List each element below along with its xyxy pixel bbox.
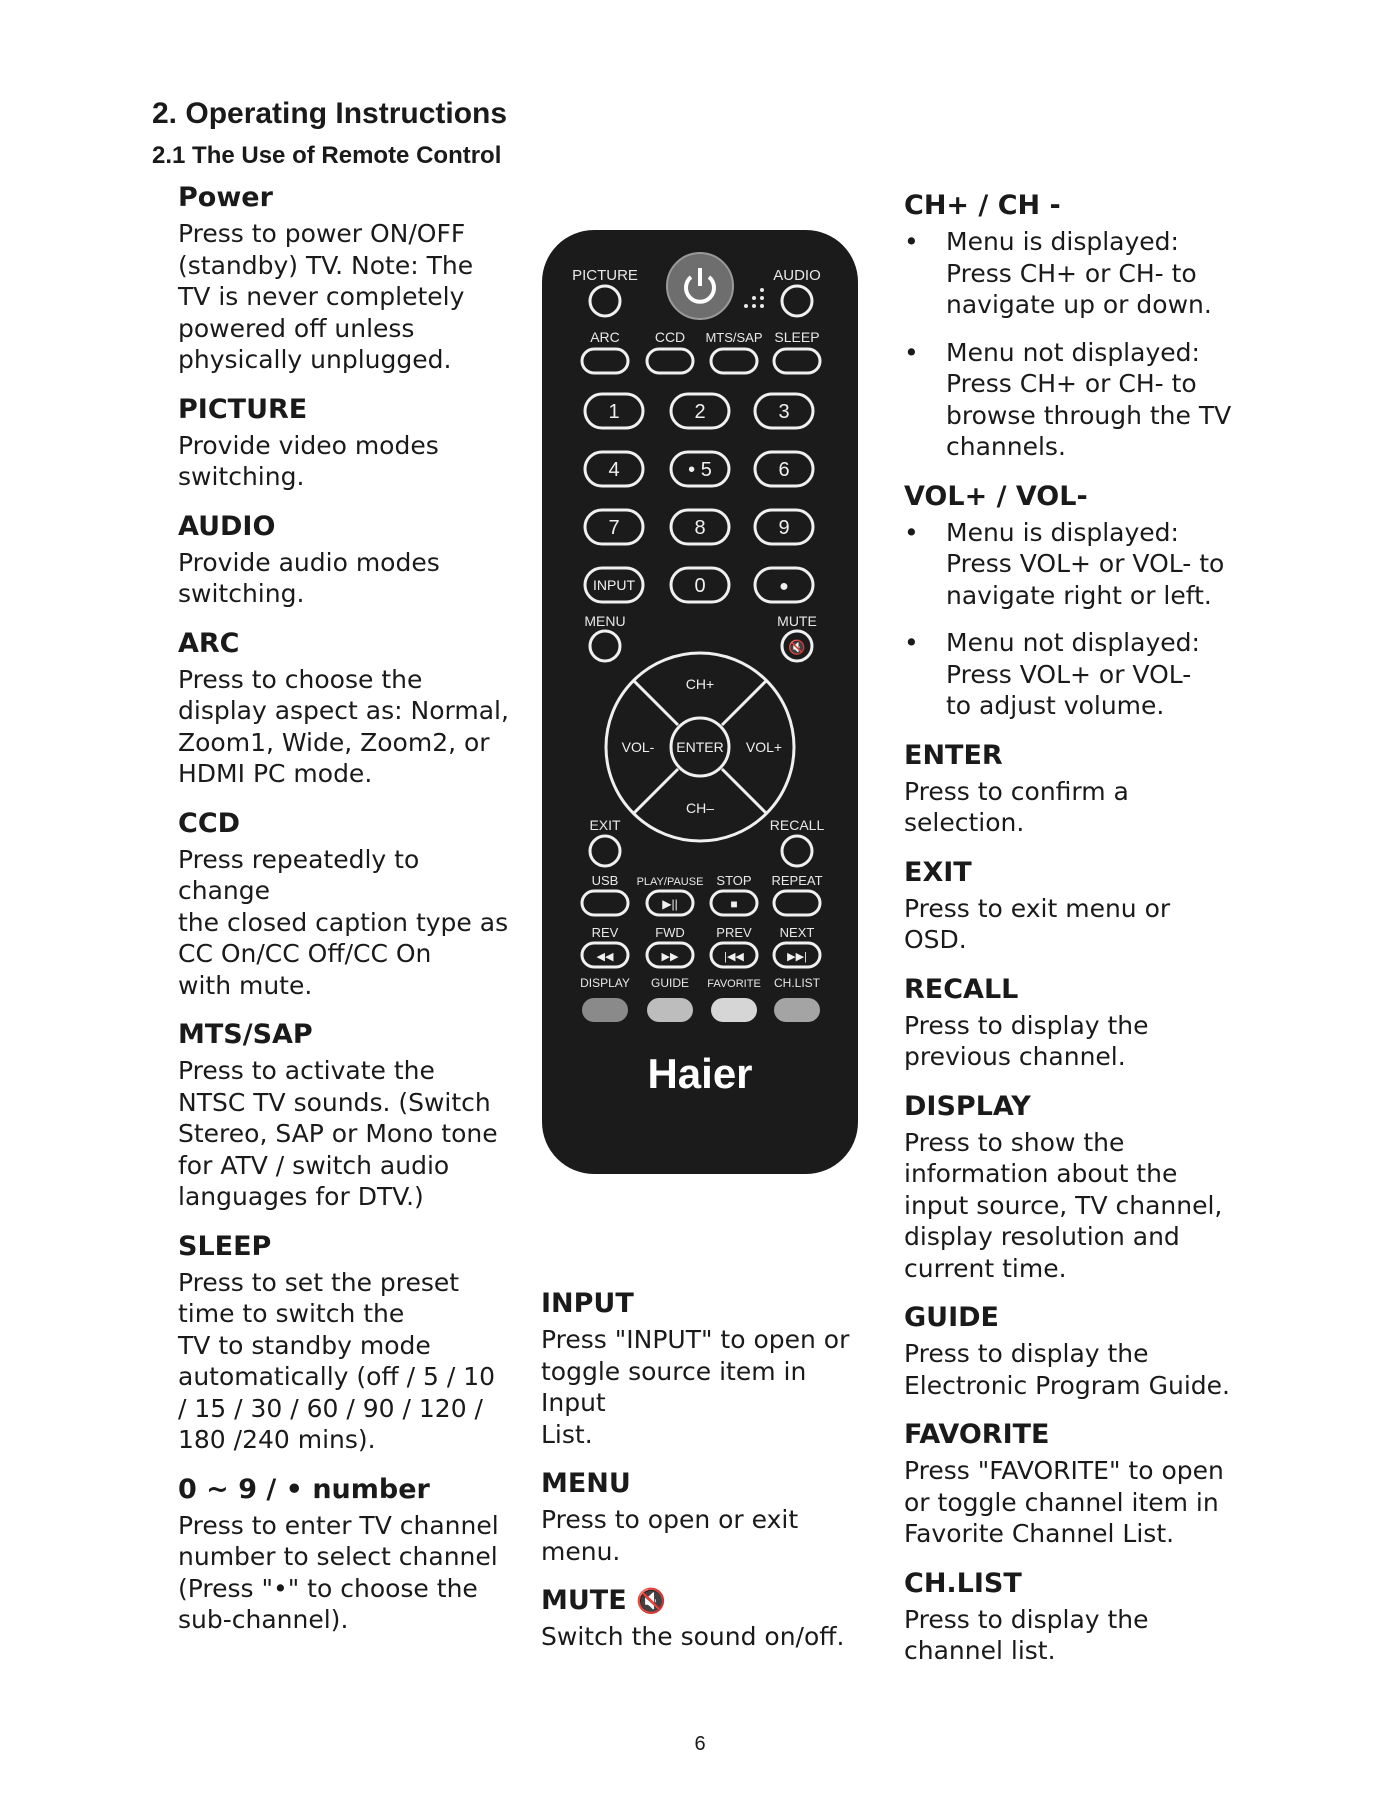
section-favorite [904, 1419, 1244, 1550]
favorite-button[interactable] [711, 998, 757, 1022]
play-pause-label: PLAY/PAUSE [636, 876, 704, 888]
section-body: Switch the sound on/off. [541, 1622, 845, 1651]
ccd-label: CCD [654, 329, 686, 345]
section-body: Press to open or exit menu. [541, 1505, 799, 1566]
digit-label: INPUT [593, 577, 635, 593]
section-mts-sap [178, 1019, 518, 1213]
section-body: Press to show the information about the input source, TV channel, display resolution and current time. [904, 1127, 1223, 1283]
section-recall [904, 974, 1244, 1073]
display-label: DISPLAY [580, 976, 630, 990]
section-chlist [904, 1568, 1244, 1667]
stop-icon: ■ [730, 897, 738, 911]
next-icon: ▶▶| [787, 951, 807, 963]
play-pause-icon: ▶|| [662, 897, 678, 911]
chlist-label: CH.LIST [773, 976, 821, 990]
digit-label: 9 [778, 517, 790, 539]
section-body: Press to display the channel list. [904, 1604, 1149, 1665]
recall-label: RECALL [769, 817, 825, 833]
digit-label: 2 [694, 401, 706, 423]
section-title: MTS/SAP [178, 1019, 313, 1050]
bullet-list [904, 226, 1244, 463]
section-sleep [178, 1231, 518, 1456]
audio-label: AUDIO [773, 267, 821, 284]
vol-down-label: VOL- [621, 739, 655, 755]
section-body: Press to confirm a selection. [904, 776, 1129, 837]
digit-label: 7 [608, 517, 620, 539]
bullet-item: • Menu is displayed: Press CH+ or CH- to navigate up or down. [904, 226, 1244, 321]
section-title: Power [178, 182, 273, 213]
exit-label: EXIT [589, 817, 621, 833]
vol-up-label: VOL+ [745, 739, 783, 755]
section-audio [178, 511, 518, 610]
section-body: Press to activate the NTSC TV sounds. (Switch Stereo, SAP or Mono tone for ATV / switch audio languages for DTV.) [178, 1056, 498, 1211]
mute-icon: 🔇 [788, 639, 806, 655]
rev-label: REV [591, 925, 619, 940]
section-title: 0 ~ 9 / • number [178, 1473, 430, 1505]
section-guide [904, 1302, 1244, 1401]
digit-label: ● [779, 578, 789, 595]
section-title: CH+ / CH - [904, 190, 1061, 221]
section-title: PICTURE [178, 393, 308, 425]
section-body: Provide audio modes switching. [178, 547, 440, 608]
chlist-button[interactable] [774, 998, 820, 1022]
section-input [541, 1288, 871, 1450]
section-display [904, 1091, 1244, 1285]
bullet-item: • Menu not displayed: Press VOL+ or VOL- to adjust volume. [904, 627, 1244, 722]
section-body: Press repeatedly to change the closed caption type as CC On/CC Off/CC On with mute. [178, 844, 509, 1000]
section-power [178, 182, 518, 376]
digit-label: • 5 [688, 459, 712, 481]
next-label: NEXT [779, 925, 815, 940]
section-menu [541, 1468, 871, 1567]
sleep-label: SLEEP [774, 329, 820, 345]
section-body: Press "INPUT" to open or toggle source item in Input List. [541, 1325, 850, 1449]
section-title: CCD [178, 807, 241, 839]
mts-sap-label: MTS/SAP [705, 330, 763, 345]
favorite-label: FAVORITE [707, 978, 761, 990]
rewind-icon: ◀◀ [596, 951, 614, 963]
section-body: Press to enter TV channel number to select channel (Press "•" to choose the sub-channel). [178, 1510, 499, 1634]
section-title: VOL+ / VOL- [904, 480, 1088, 512]
section-mute [541, 1585, 871, 1653]
previous-icon: |◀◀ [724, 951, 744, 963]
bullet-item: • Menu not displayed: Press CH+ or CH- to browse through the TV channels. [904, 337, 1244, 463]
bullet-item: • Menu is displayed: Press VOL+ or VOL- to navigate right or left. [904, 517, 1244, 612]
section-title: MENU [541, 1468, 631, 1499]
section-enter [904, 740, 1244, 839]
section-exit [904, 857, 1244, 956]
fwd-label: FWD [655, 925, 685, 940]
section-picture [178, 394, 518, 493]
section-title: FAVORITE [904, 1419, 1050, 1450]
guide-label: GUIDE [650, 976, 690, 990]
mute-label: MUTE [777, 613, 817, 629]
section-title: SLEEP [178, 1230, 272, 1262]
section-title [541, 1585, 871, 1617]
remote-control-illustration [540, 228, 860, 1176]
digit-label: 0 [694, 575, 706, 597]
section-title: GUIDE [904, 1302, 999, 1333]
section-title: RECALL [904, 973, 1019, 1005]
digit-label: 1 [608, 401, 620, 423]
section-body: Press to display the Electronic Program Guide. [904, 1339, 1230, 1400]
section-title: ARC [178, 627, 240, 659]
section-ccd [178, 808, 518, 1002]
arc-label: ARC [590, 329, 620, 345]
section-title: EXIT [904, 856, 972, 888]
section-title: ENTER [904, 739, 1003, 771]
section-body: Press "FAVORITE" to open or toggle channel item in Favorite Channel List. [904, 1456, 1224, 1548]
mute-icon: 🔇 [636, 1587, 666, 1615]
enter-label: ENTER [676, 739, 724, 755]
brand-logo: Haier [647, 1050, 753, 1097]
repeat-label: REPEAT [771, 873, 823, 888]
display-button[interactable] [582, 998, 628, 1022]
section-title: DISPLAY [904, 1090, 1031, 1122]
section-body: Press to set the preset time to switch the TV to standby mode automatically (off / 5 / 10 / 15 / 30 / 60 / 90 / 120 / 180 /240 mins). [178, 1267, 496, 1454]
digit-label: 3 [778, 401, 790, 423]
middle-column [541, 1288, 871, 1671]
mute-title-text: MUTE [541, 1585, 627, 1616]
section-body: Press to exit menu or OSD. [904, 893, 1171, 954]
section-body: Press to display the previous channel. [904, 1010, 1149, 1071]
picture-label: PICTURE [572, 267, 638, 284]
page-number: 6 [694, 1733, 706, 1755]
right-column [904, 190, 1244, 1685]
menu-label: MENU [584, 613, 626, 629]
section-vol [904, 481, 1244, 722]
left-column [178, 182, 518, 1654]
digit-label: 8 [694, 517, 706, 539]
section-ch [904, 190, 1244, 463]
guide-button[interactable] [647, 998, 693, 1022]
bullet-list [904, 517, 1244, 722]
section-body: Press to choose the display aspect as: Normal, Zoom1, Wide, Zoom2, or HDMI PC mode. [178, 664, 509, 788]
section-title: INPUT [541, 1288, 634, 1319]
ch-down-label: CH– [685, 800, 715, 816]
stop-label: STOP [716, 873, 752, 888]
ch-up-label: CH+ [685, 676, 715, 692]
subheading: 2.1 The Use of Remote Control [152, 142, 502, 169]
section-body: Press to power ON/OFF (standby) TV. Note: The TV is never completely powered off unless physically unplugged. [178, 219, 474, 374]
section-body: Provide video modes switching. [178, 430, 439, 491]
digit-label: 4 [608, 459, 620, 481]
digit-label: 6 [778, 459, 790, 481]
section-number [178, 1474, 518, 1636]
section-title: CH.LIST [904, 1567, 1022, 1599]
heading: 2. Operating Instructions [152, 97, 508, 130]
usb-label: USB [591, 873, 619, 888]
fast-forward-icon: ▶▶ [661, 951, 679, 963]
section-arc [178, 628, 518, 790]
prev-label: PREV [716, 925, 752, 940]
section-title: AUDIO [178, 510, 276, 542]
